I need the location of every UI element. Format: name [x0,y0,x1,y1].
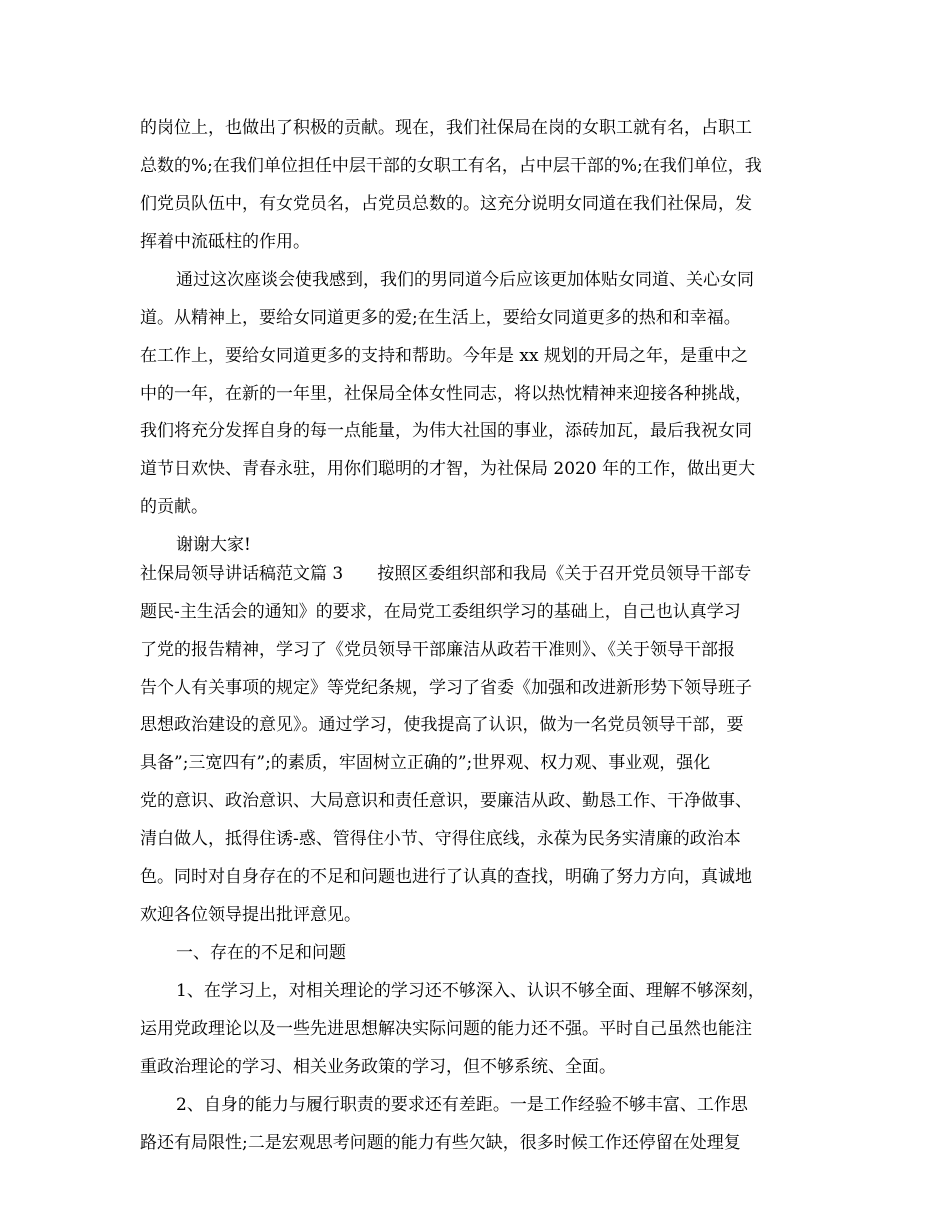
text-line: 总数的%;在我们单位担任中层干部的女职工有名，占中层干部的%;在我们单位，我 [140,156,762,176]
text-line: 了党的报告精神，学习了《党员领导干部廉洁从政若干准则》、《关于领导干部报 [140,640,735,660]
paragraph-first-line: 通过这次座谈会使我感到，我们的男同道今后应该更加体贴女同道、关心女同 [176,270,754,290]
text-line: 具备”;三宽四有”;的素质，牢固树立正确的”;世界观、权力观、事业观，强化 [140,753,711,773]
text-line: 的贡献。 [140,497,208,517]
text-line: 欢迎各位领导提出批评意见。 [140,905,361,925]
text-line: 我们将充分发挥自身的每一点能量，为伟大社国的事业，添砖加瓦，最后我祝女同 [140,421,752,441]
text-line: 道节日欢快、青春永驻，用你们聪明的才智，为社保局 2020 年的工作，做出更大 [140,459,756,479]
text-line: 告个人有关事项的规定》等党纪条规，学习了省委《加强和改进新形势下领导班子 [140,678,752,698]
text-line: 党的意识、政治意识、大局意识和责任意识，要廉洁从政、勤恳工作、干净做事、 [140,791,752,811]
text-line: 路还有局限性;二是宏观思考问题的能力有些欠缺，很多时候工作还停留在处理复 [140,1133,741,1153]
closing-line: 谢谢大家! [176,535,251,555]
text-line: 色。同时对自身存在的不足和问题也进行了认真的查找，明确了努力方向，真诚地 [140,867,752,887]
subheading-line: 一、存在的不足和问题 [176,943,346,963]
text-line: 在工作上，要给女同道更多的支持和帮助。今年是 xx 规划的开局之年，是重中之 [140,346,748,366]
text-line: 运用党政理论以及一些先进思想解决实际问题的能力还不强。平时自己虽然也能注 [140,1019,752,1039]
paragraph-first-line: 2、自身的能力与履行职责的要求还有差距。一是工作经验不够丰富、工作思 [176,1095,748,1115]
text-line: 重政治理论的学习、相关业务政策的学习，但不够系统、全面。 [140,1057,616,1077]
text-line: 的岗位上，也做出了积极的贡献。现在，我们社保局在岗的女职工就有名，占职工 [140,118,752,138]
text-line: 题民-主生活会的通知》的要求，在局党工委组织学习的基础上，自己也认真学习 [140,602,741,622]
text-line: 们党员队伍中，有女党员名，占党员总数的。这充分说明女同道在我们社保局，发 [140,194,752,214]
paragraph-first-line: 1、在学习上，对相关理论的学习还不够深入、认识不够全面、理解不够深刻， [176,981,765,1001]
text-line: 中的一年，在新的一年里，社保局全体女性同志，将以热忱精神来迎接各种挑战， [140,384,752,404]
text-line: 挥着中流砥柱的作用。 [140,232,310,252]
section-heading-line: 社保局领导讲话稿范文篇 3 按照区委组织部和我局《关于召开党员领导干部专 [140,564,752,584]
text-line: 道。从精神上，要给女同道更多的爱;在生活上，要给女同道更多的热和和幸福。 [140,308,741,328]
text-line: 思想政治建设的意见》。通过学习，使我提高了认识，做为一名党员领导干部，要 [140,715,744,735]
text-line: 清白做人，抵得住诱-惑、管得住小节、守得住底线，永葆为民务实清廉的政治本 [140,829,741,849]
